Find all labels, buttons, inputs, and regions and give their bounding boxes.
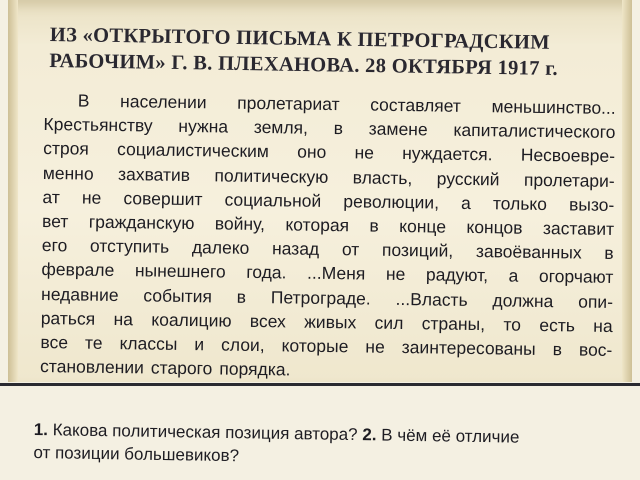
body-line: раться на коалицию всех живых сил страны, то есть на [40,307,613,336]
body-line: Крестьянству нужна земля, в замене капиталистического [43,114,616,143]
body-line: ат не совершит социальной революции, а только вызо- [42,186,615,215]
question-1-number: 1. [33,419,49,440]
question-1-text: Какова политическая позиция автора? [52,420,358,445]
scroll-edge-left [8,0,18,382]
scroll-edge-right [622,0,632,382]
section-divider [0,383,640,386]
body-line: его отступить далеко назад от позиций, завоёванных в [41,235,614,264]
body-line: становлении старого порядка. [39,356,291,380]
body-line: менно захватив политическую власть, русский пролетари- [42,162,615,191]
body-line: строя социалистическим оно не нуждается. Несвоевре- [43,138,616,167]
heading-line-2: РАБОЧИМ» Г. В. ПЛЕХАНОВА. 28 ОКТЯБРЯ 1917 г. [49,49,559,80]
document-body [40,88,616,386]
document-heading [49,22,610,83]
question-2-number: 2. [362,425,377,445]
heading-line-1: ИЗ «ОТКРЫТОГО ПИСЬМА К ПЕТРОГРАДСКИМ [49,23,551,54]
body-line: феврале нынешнего года. ...Меня не радуют, а огорчают [41,259,614,288]
question-2-text: В чём её отличие [381,425,520,447]
questions-block [33,418,634,473]
body-line: все те классы и слои, которые не заинтересованы в вос- [40,332,613,360]
body-line: В населении пролетариат составляет меньшинство... [77,90,616,118]
body-line: вет гражданскую войну, которая в конце концов заставит [42,211,615,239]
question-line-2: от позиции большевиков? [33,442,240,466]
body-line: недавние события в Петрограде. ...Власть должна опи- [40,283,614,312]
